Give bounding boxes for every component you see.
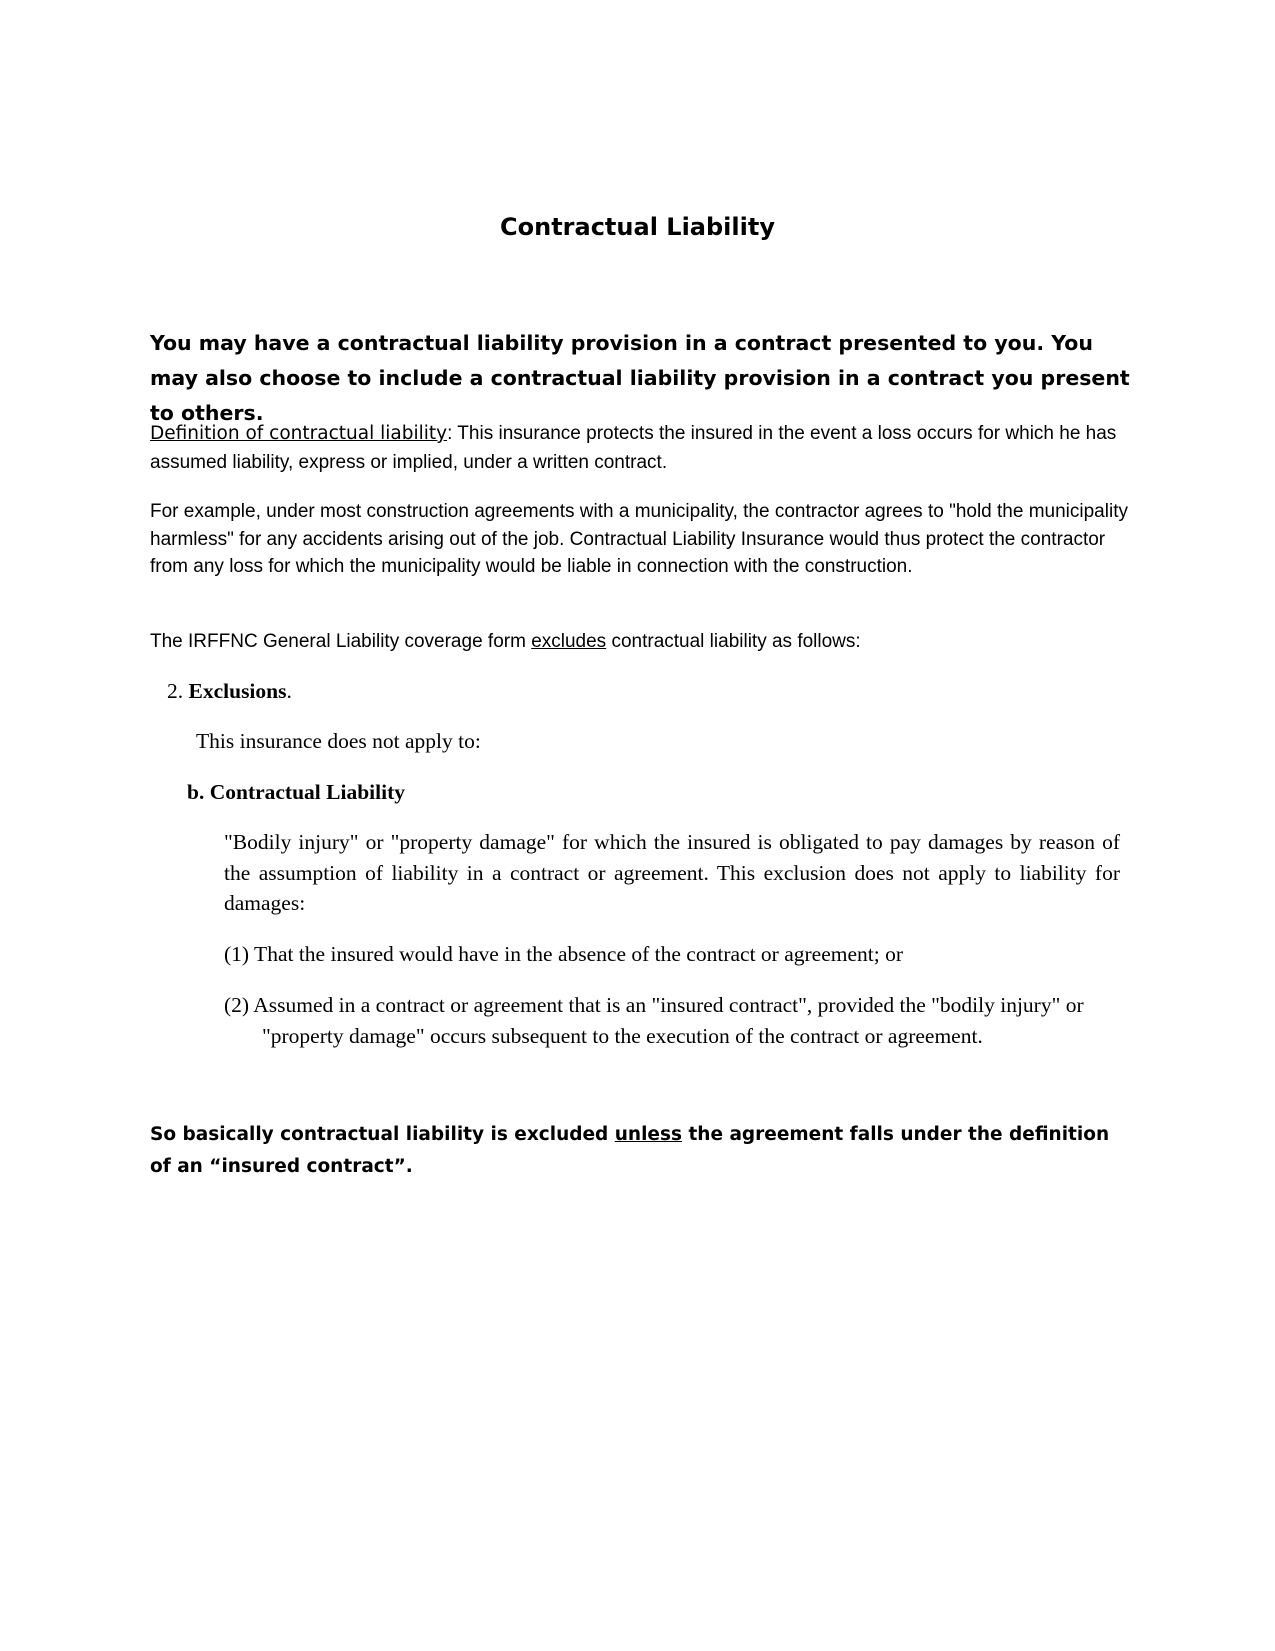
contractual-liability-subheading: b. Contractual Liability	[187, 780, 406, 804]
summary-paragraph	[150, 1119, 1130, 1183]
exclusion-item-1: (1) That the insured would have in the absence of the contract or agreement; or	[224, 942, 903, 966]
exclusions-heading-text: Exclusions	[188, 679, 287, 703]
summary-text-after: the agreement falls under the definition of an “insured contract”.	[150, 1124, 1110, 1177]
exclusion-item-2: (2) Assumed in a contract or agreement that is an "insured contract", provided the "bodily injury" or "property damage" occurs subsequent to the execution of the contract or agreement.	[224, 993, 1084, 1048]
coverage-form-text-before: The IRFFNC General Liability coverage form	[150, 631, 532, 652]
definition-text: This insurance protects the insured in the event a loss occurs for which he has assumed liability, express or implied, under a written contract.	[150, 423, 1117, 473]
summary-unless: unless	[614, 1124, 682, 1145]
intro-paragraph: You may have a contractual liability provision in a contract presented to you. You may also choose to include a contractual liability provision in a contract you present to others.	[150, 331, 1130, 425]
definition-colon: :	[447, 423, 453, 444]
coverage-form-text-after: contractual liability as follows:	[606, 631, 861, 652]
page-title: Contractual Liability	[500, 213, 775, 241]
exclusions-period: .	[286, 679, 292, 703]
summary-text-before: So basically contractual liability is excluded	[150, 1124, 615, 1145]
exclusion-body: "Bodily injury" or "property damage" for which the insured is obligated to pay damages by reason of the assumption of liability in a contract or agreement. This exclusion does not apply to liability for damages:	[224, 830, 1120, 915]
coverage-form-paragraph	[150, 628, 1130, 656]
not-apply-text: This insurance does not apply to:	[196, 729, 481, 753]
coverage-form-excludes: excludes	[531, 631, 607, 652]
definition-paragraph	[150, 419, 1130, 477]
definition-label: Definition of contractual liability	[150, 423, 448, 444]
exclusions-number: 2.	[167, 679, 189, 703]
example-paragraph: For example, under most construction agreements with a municipality, the contractor agrees to "hold the municipality harmless" for any accidents arising out of the job. Contractual Liability Insurance would thus protect the contractor from any loss for which the municipality would be liable in connection with the construction.	[150, 501, 1128, 577]
exclusions-heading	[167, 677, 292, 705]
